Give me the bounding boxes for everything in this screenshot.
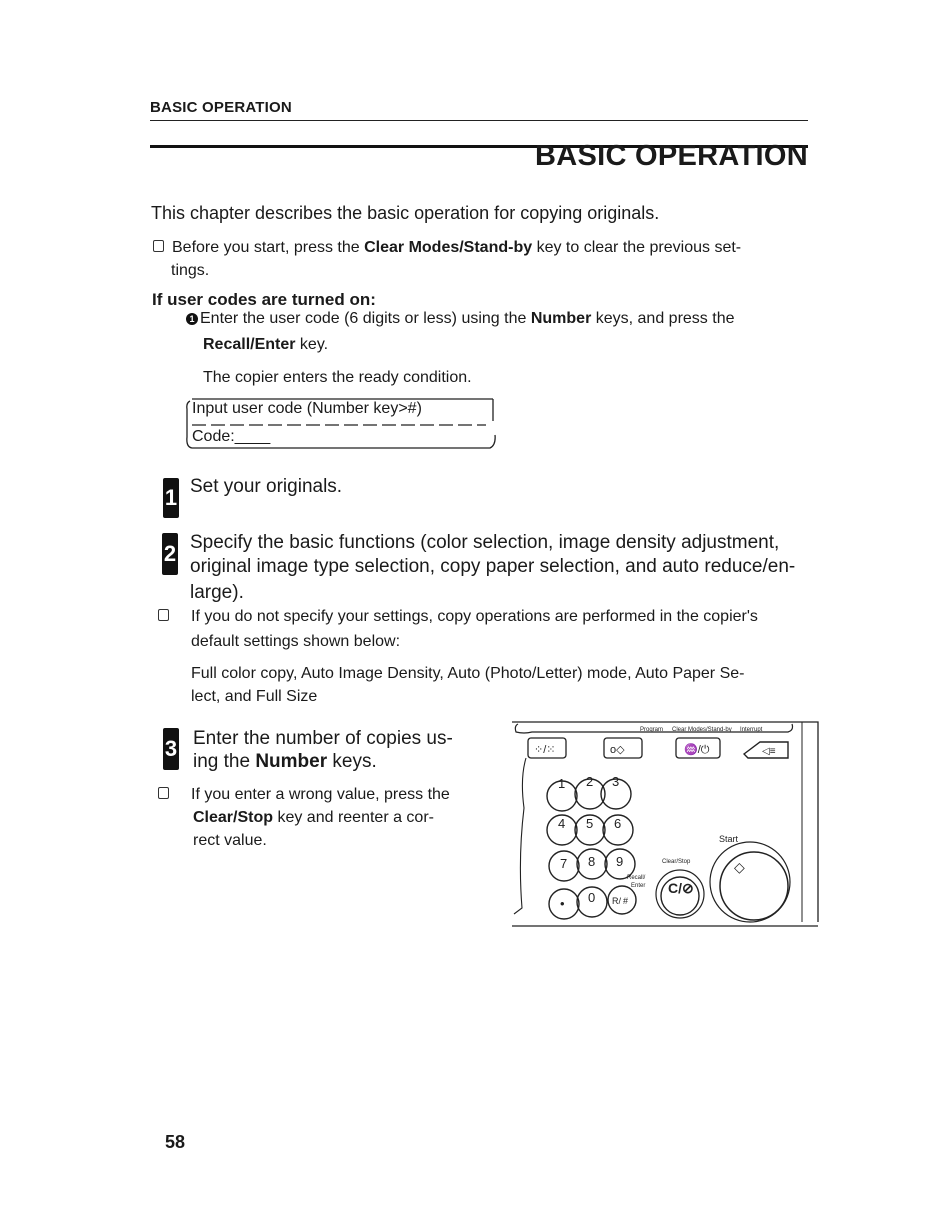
svg-text:⁘/⁙: ⁘/⁙ (534, 744, 556, 756)
start-icon: ◇ (734, 859, 745, 875)
step-2-note: If you do not specify your settings, copy operations are performed in the copier's (158, 605, 823, 628)
svg-text:o◇: o◇ (610, 744, 625, 756)
intro-note: Before you start, press the Clear Modes/Stand-by key to clear the previous set- (153, 236, 813, 259)
defaults-line-1: Full color copy, Auto Image Density, Auto (Photo/Letter) mode, Auto Paper Se- (191, 665, 745, 682)
key-3[interactable] (601, 774, 631, 809)
clear-stop-label: Clear/Stop (662, 859, 691, 865)
step-2-line-2: original image type selection, copy paper selection, and auto reduce/en- (190, 556, 796, 577)
header-rule (150, 120, 808, 121)
display-line-2: Code:____ (192, 428, 271, 445)
chapter-title: BASIC OPERATION (534, 140, 808, 172)
svg-text:8: 8 (588, 854, 596, 869)
user-code-instruction: 1 Enter the user code (6 digits or less) using the Number keys, and press the (186, 307, 816, 330)
key-6[interactable] (603, 815, 633, 845)
step-1-text: Set your originals. (190, 476, 343, 497)
display-line-1: Input user code (Number key>#) (192, 400, 422, 417)
svg-text:#: # (623, 896, 629, 906)
intro-note-line2: tings. (171, 262, 210, 279)
svg-text:4: 4 (558, 816, 566, 831)
key-2[interactable] (575, 774, 605, 809)
user-code-instruction-line2: Recall/Enter key. (203, 336, 329, 353)
user-codes-heading: If user codes are turned on: (152, 290, 376, 309)
key-dot[interactable] (549, 889, 579, 919)
recall-enter-key[interactable] (608, 886, 636, 914)
start-key[interactable] (710, 842, 790, 922)
step-3-note: If you enter a wrong value, press the (158, 783, 450, 806)
running-header: BASIC OPERATION (150, 99, 292, 116)
checkbox-icon (158, 787, 169, 799)
step-3-line-1: Enter the number of copies us- (193, 728, 453, 749)
recall-label: Recall/ (627, 875, 646, 881)
svg-text:R/: R/ (612, 896, 621, 906)
step-2-note-line2: default settings shown below: (191, 633, 401, 650)
svg-text:•: • (560, 896, 565, 911)
key-7[interactable] (549, 851, 579, 881)
enter-label: Enter (631, 883, 646, 889)
checkbox-icon (153, 240, 164, 252)
ready-condition-text: The copier enters the ready condition. (203, 369, 472, 386)
svg-text:3: 3 (612, 774, 620, 789)
key-8[interactable] (577, 849, 607, 879)
number-keypad (512, 718, 822, 928)
svg-text:2: 2 (586, 774, 594, 789)
key-5[interactable] (575, 815, 605, 845)
step-3-line-2: ing the Number keys. (193, 751, 377, 772)
defaults-line-2: lect, and Full Size (191, 688, 318, 705)
intro-lead: This chapter describes the basic operation for copying originals. (151, 203, 660, 223)
step-3-note-line2: Clear/Stop key and reenter a cor- (193, 809, 434, 826)
step-3-note-line3: rect value. (193, 832, 267, 849)
svg-text:♒/⏻: ♒/⏻ (684, 744, 710, 756)
svg-text:1: 1 (558, 776, 566, 791)
key-0[interactable] (577, 887, 607, 917)
svg-text:C/⊘: C/⊘ (668, 880, 694, 896)
page-number: 58 (165, 1132, 186, 1152)
step-3-number: 3 (163, 728, 179, 770)
svg-text:6: 6 (614, 816, 622, 831)
interrupt-label: Interrupt (740, 727, 763, 733)
program-label: Program (640, 727, 664, 733)
svg-text:5: 5 (586, 816, 594, 831)
step-bullet-icon: 1 (186, 313, 198, 325)
step-1-number: 1 (163, 478, 179, 518)
svg-text:9: 9 (616, 854, 624, 869)
clear-stop-key[interactable] (656, 870, 704, 918)
checkbox-icon (158, 609, 169, 621)
step-2-number: 2 (162, 533, 178, 575)
key-4[interactable] (547, 815, 577, 845)
step-2-line-1: Specify the basic functions (color selection, image density adjustment, (190, 532, 780, 553)
key-1[interactable] (547, 776, 577, 811)
display-screen (186, 397, 496, 449)
clear-modes-label: Clear Modes/Stand-by (672, 727, 732, 733)
step-2-line-3: large). (190, 582, 244, 603)
svg-text:0: 0 (588, 890, 596, 905)
svg-text:7: 7 (560, 856, 568, 871)
svg-text:◁≡: ◁≡ (762, 746, 776, 757)
start-label: Start (719, 834, 739, 844)
